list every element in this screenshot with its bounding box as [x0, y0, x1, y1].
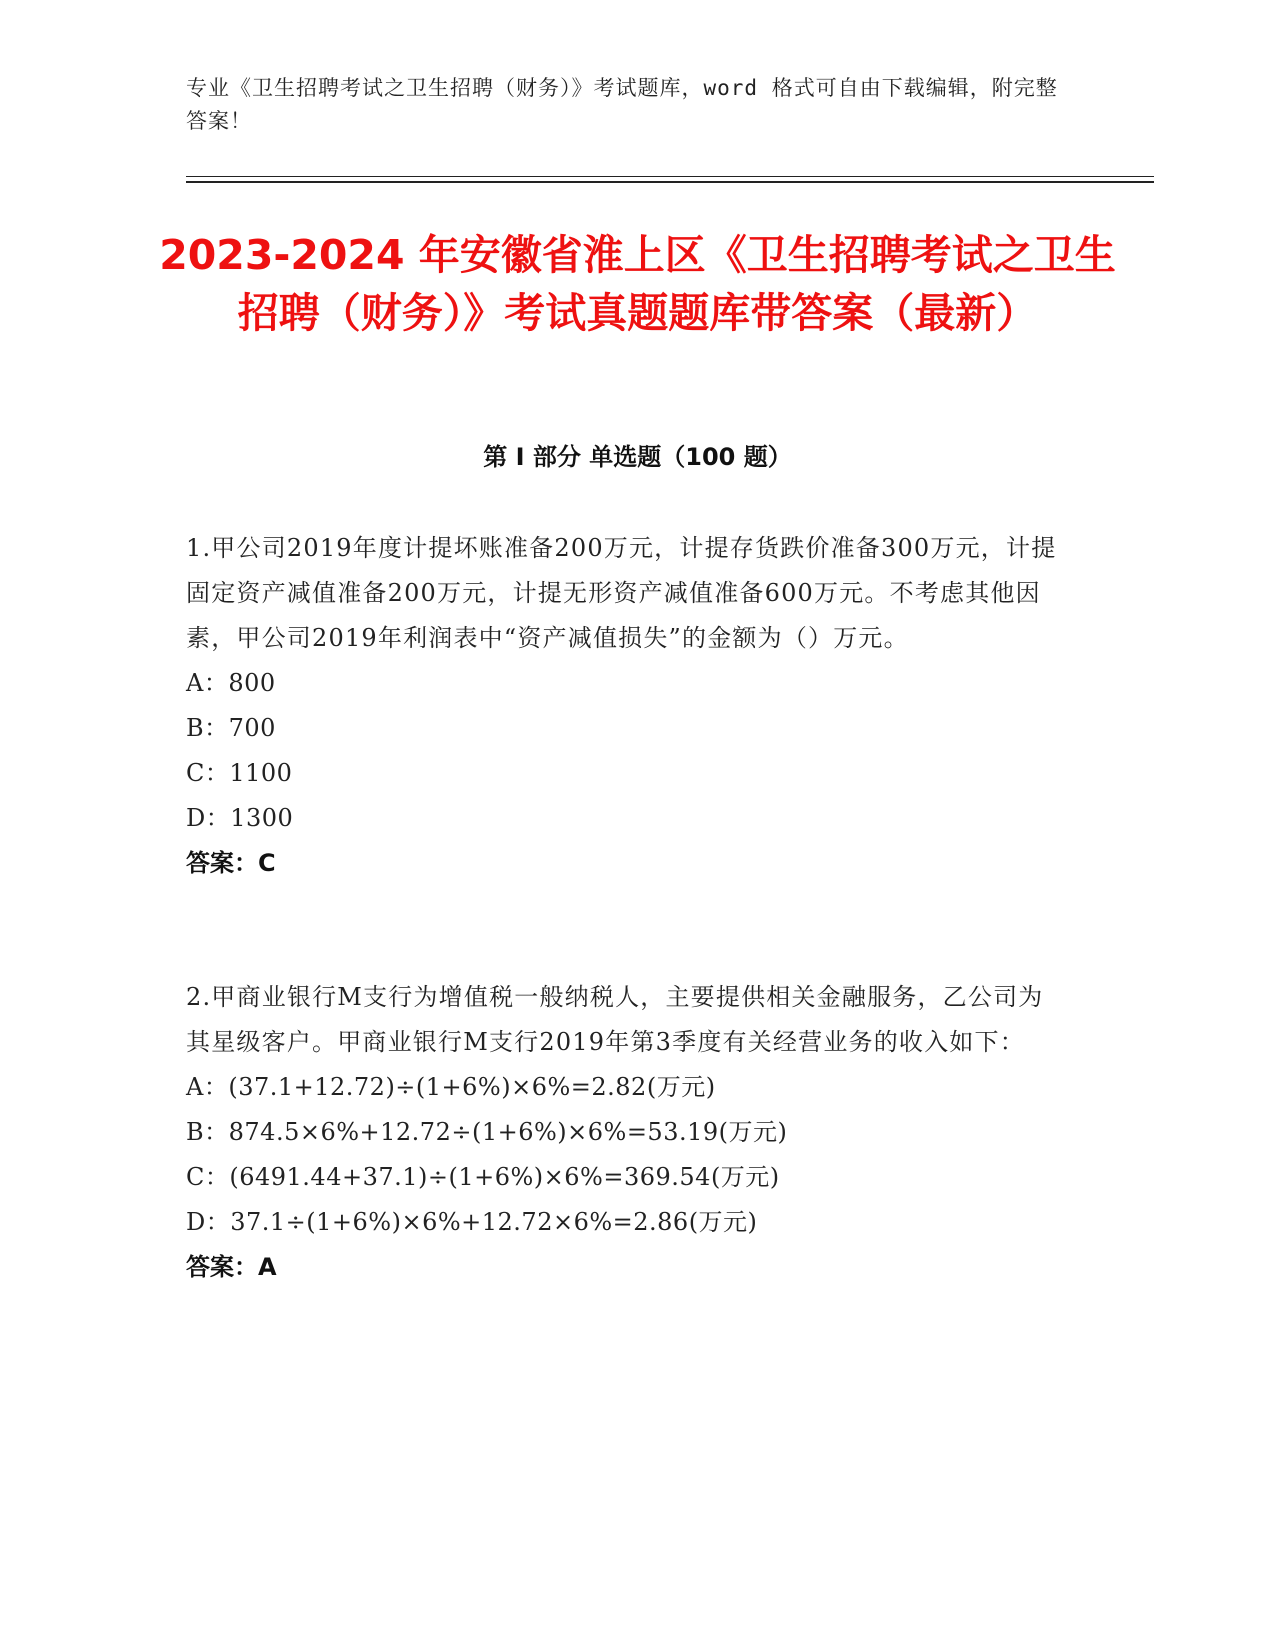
- option-d: D：1300: [186, 804, 294, 832]
- document-title: 2023-2024 年安徽省淮上区《卫生招聘考试之卫生招聘（财务）》考试真题题库带答案（最新）: [159, 231, 1116, 337]
- option-c: C：(6491.44+37.1)÷(1+6%)×6%=369.54(万元): [186, 1163, 780, 1191]
- option-b: B：700: [186, 714, 276, 742]
- option-d: D：37.1÷(1+6%)×6%+12.72×6%=2.86(万元): [186, 1208, 758, 1236]
- section-heading: 第 I 部分 单选题（100 题）: [483, 443, 792, 471]
- question-stem: 2.甲商业银行M支行为增值税一般纳税人，主要提供相关金融服务，乙公司为其星级客户。甲商业银行M支行2019年第3季度有关经营业务的收入如下：: [186, 983, 1044, 1056]
- answer-line: 答案：C: [186, 849, 276, 877]
- option-a: A：(37.1+12.72)÷(1+6%)×6%=2.82(万元): [186, 1073, 716, 1101]
- option-b: B：874.5×6%+12.72÷(1+6%)×6%=53.19(万元): [186, 1118, 788, 1146]
- question-block: [186, 975, 1066, 1290]
- header-divider-thin: [186, 176, 1154, 177]
- answer-line: 答案：A: [186, 1253, 277, 1281]
- option-c: C：1100: [186, 759, 293, 787]
- header-divider-thick: [186, 181, 1154, 183]
- question-block: [186, 526, 1066, 886]
- question-stem: 1.甲公司2019年度计提坏账准备200万元，计提存货跌价准备300万元，计提固定资产减值准备200万元，计提无形资产减值准备600万元。不考虑其他因素，甲公司2019年利润表中“资产减值损失”的金额为（）万元。: [186, 534, 1057, 652]
- option-a: A：800: [186, 669, 276, 697]
- header-note: 专业《卫生招聘考试之卫生招聘（财务）》考试题库，word 格式可自由下载编辑，附完整答案！: [186, 76, 1058, 133]
